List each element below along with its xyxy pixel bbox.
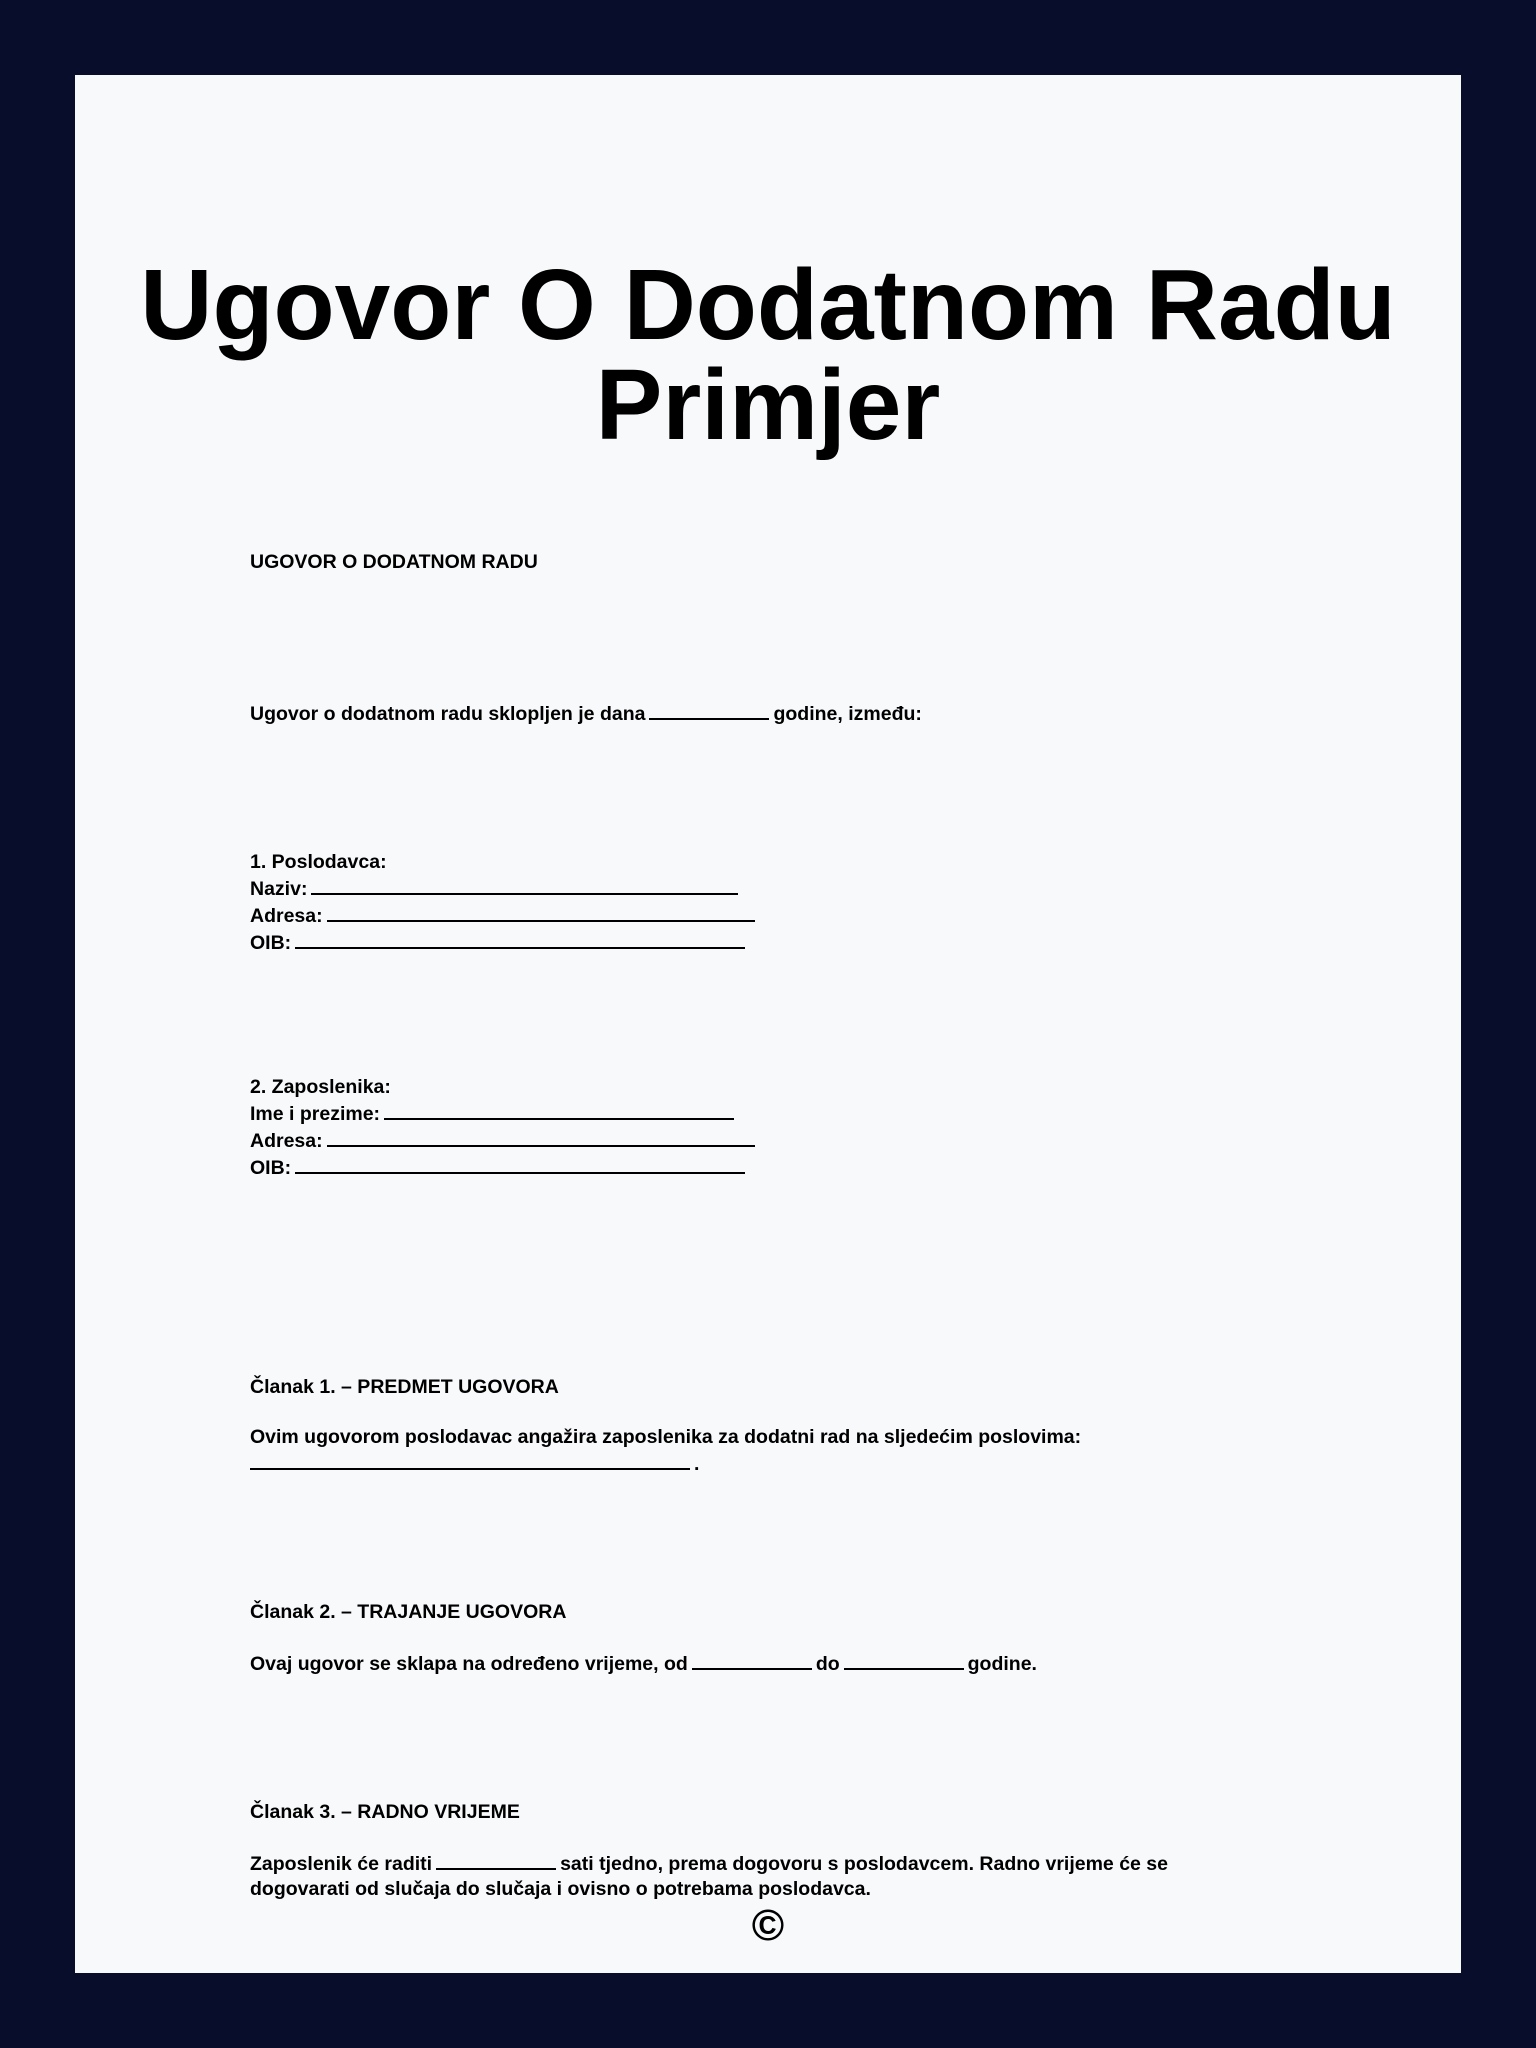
employee-oib-label: OIB: <box>250 1157 292 1179</box>
employer-address-label: Adresa: <box>250 905 323 927</box>
start-date-blank[interactable] <box>692 1650 812 1670</box>
employer-oib-line <box>250 929 1270 956</box>
article3-paragraph <box>250 1850 1270 1902</box>
article1-end: . <box>694 1453 700 1475</box>
employee-address-line <box>250 1127 1270 1154</box>
employee-address-blank[interactable] <box>327 1127 755 1147</box>
intro-after: godine, između: <box>773 703 922 725</box>
page-title-text: Ugovor O Dodatnom Radu Primjer <box>140 249 1396 461</box>
employer-oib-blank[interactable] <box>295 929 745 949</box>
article3-line1-before: Zaposlenik će raditi <box>250 1853 433 1875</box>
article1-text: Ovim ugovorom poslodavac angažira zaposlenika za dodatni rad na sljedećim poslovima: <box>250 1426 1082 1448</box>
employee-section <box>250 1075 1270 1181</box>
end-date-blank[interactable] <box>844 1650 964 1670</box>
employee-address-label: Adresa: <box>250 1130 323 1152</box>
employer-heading: 1. Poslodavca: <box>250 851 387 873</box>
page-title <box>75 249 1461 461</box>
employee-oib-line <box>250 1154 1270 1181</box>
article1-heading: Članak 1. – PREDMET UGOVORA <box>250 1376 559 1398</box>
article2-paragraph <box>250 1650 1270 1677</box>
article2-middle: do <box>815 1653 840 1675</box>
intro-paragraph <box>250 700 1270 727</box>
employee-name-label: Ime i prezime: <box>250 1103 381 1125</box>
article2-heading: Članak 2. – TRAJANJE UGOVORA <box>250 1601 567 1623</box>
employee-name-line <box>250 1100 1270 1127</box>
employer-name-label: Naziv: <box>250 878 308 900</box>
article3-heading: Članak 3. – RADNO VRIJEME <box>250 1801 520 1823</box>
employee-heading: 2. Zaposlenika: <box>250 1076 391 1098</box>
employee-name-blank[interactable] <box>384 1100 734 1120</box>
employer-section <box>250 850 1270 956</box>
intro-before: Ugovor o dodatnom radu sklopljen je dana <box>250 703 646 725</box>
article1-duties-blank[interactable] <box>250 1450 690 1470</box>
article3-line1 <box>250 1850 1270 1877</box>
article2-after: godine. <box>967 1653 1037 1675</box>
employer-address-line <box>250 902 1270 929</box>
article2-before: Ovaj ugovor se sklapa na određeno vrijeme, od <box>250 1653 688 1675</box>
document-page <box>75 75 1461 1973</box>
employer-address-blank[interactable] <box>327 902 755 922</box>
hours-blank[interactable] <box>436 1850 556 1870</box>
document-heading: UGOVOR O DODATNOM RADU <box>250 551 538 573</box>
article3-line2: dogovarati od slučaja do slučaja i ovisno o potrebama poslodavca. <box>250 1878 871 1900</box>
article3-line1-after: sati tjedno, prema dogovoru s poslodavcem. Radno vrijeme će se <box>560 1853 1168 1875</box>
employer-name-blank[interactable] <box>311 875 738 895</box>
copyright-icon: © <box>751 1901 785 1950</box>
employer-name-line <box>250 875 1270 902</box>
article1-blank-line <box>250 1450 1270 1477</box>
article1-paragraph <box>250 1425 1270 1477</box>
employee-oib-blank[interactable] <box>295 1154 745 1174</box>
date-blank[interactable] <box>649 700 769 720</box>
employer-oib-label: OIB: <box>250 932 292 954</box>
